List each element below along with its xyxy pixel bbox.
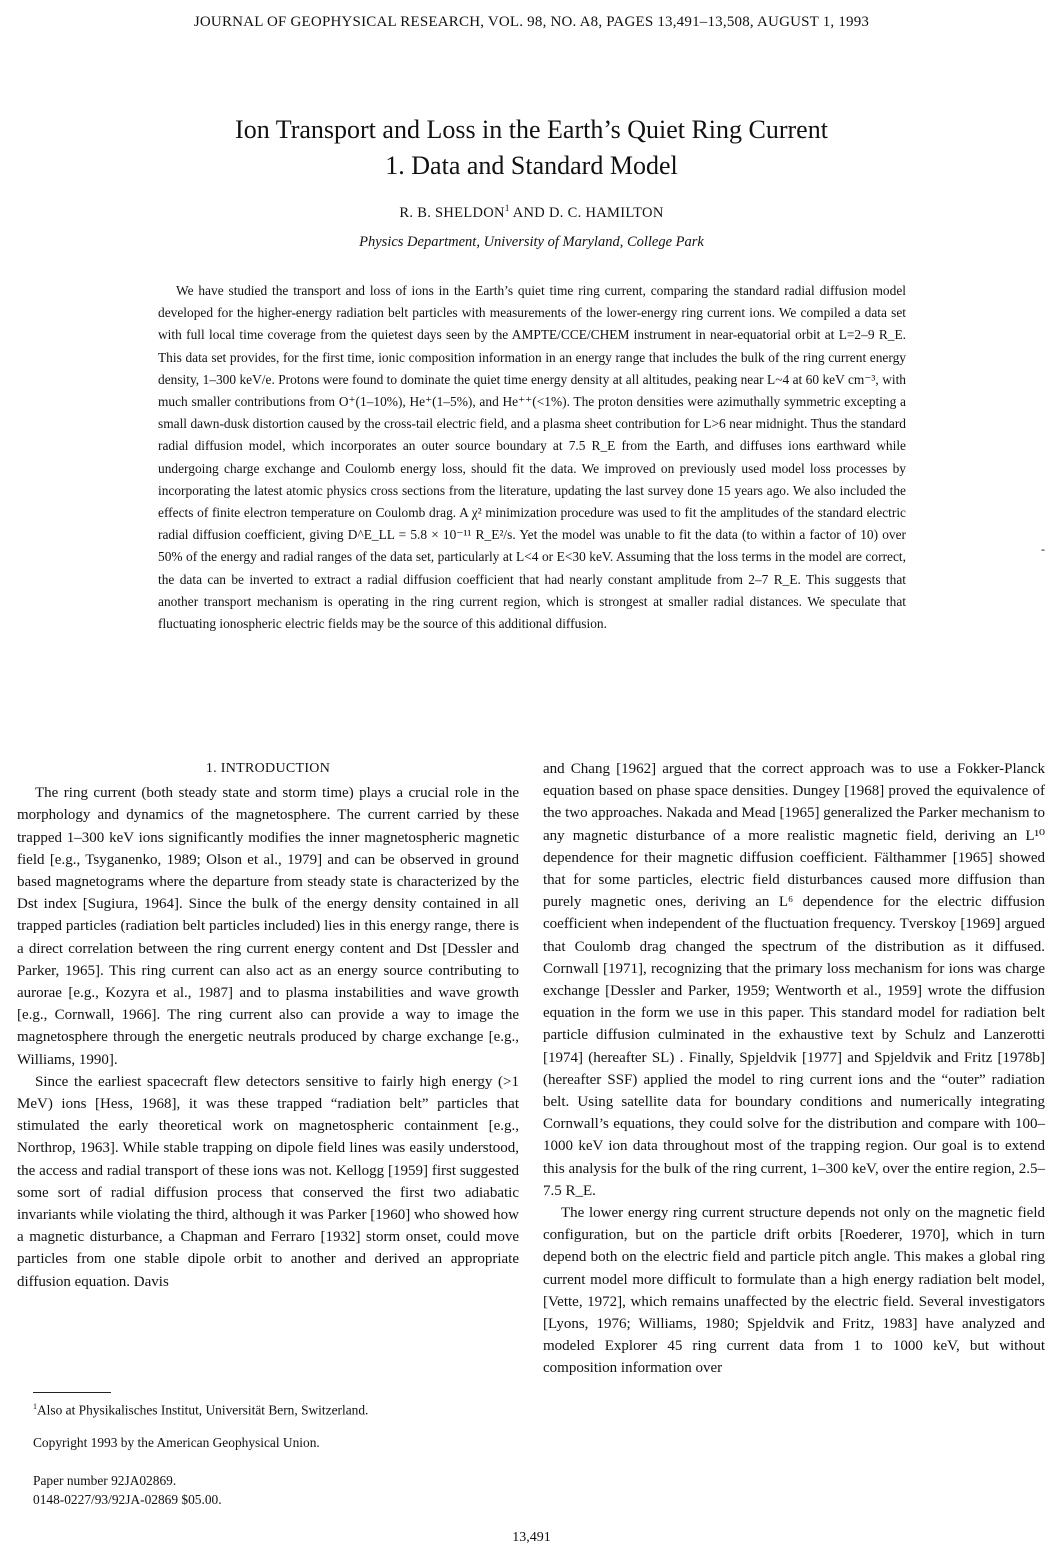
copyright-notice: Copyright 1993 by the American Geophysical Union. (33, 1435, 320, 1450)
affiliation: Physics Department, University of Maryland, College Park (359, 234, 704, 250)
footnote-rule (33, 1392, 111, 1393)
body-paragraph: The lower energy ring current structure depends not only on the magnetic field configuration, but on the particle drift orbits [Roederer, 1970], which in turn depend both on the electric field and particle pitch angle. This makes a global ring current model more difficult to formulate than a high energy radiation belt model, [Vette, 1972], which remains unaffected by the electric field. Several investigators [Lyons, 1976; Williams, 1980; Spjeldvik and Fritz, 1983] have analyzed and modeled Explorer 45 ring current data from 1 to 1000 keV, but without composition information over (543, 1205, 1045, 1377)
author-1-footnote-mark: 1 (504, 203, 510, 213)
author-list (0, 203, 1063, 222)
paper-title (0, 112, 1063, 184)
section-heading: 1. INTRODUCTION (205, 761, 331, 776)
page-number: 13,491 (512, 1530, 551, 1545)
footnote-text: Also at Physikalisches Institut, Universität Bern, Switzerland. (37, 1402, 369, 1418)
issn-code: 0148-0227/93/92JA-02869 $05.00. (33, 1492, 222, 1507)
left-column (17, 758, 519, 1293)
title-line-1: Ion Transport and Loss in the Earth’s Quiet Ring Current (235, 115, 828, 144)
journal-header: JOURNAL OF GEOPHYSICAL RESEARCH, VOL. 98, NO. A8, PAGES 13,491–13,508, AUGUST 1, 1993 (193, 14, 870, 30)
author-2: D. C. HAMILTON (549, 204, 664, 221)
abstract: We have studied the transport and loss of ions in the Earth’s quiet time ring current, comparing the standard radial diffusion model developed for the higher-energy radiation belt particles with measurements of the lower-energy ring current ions. We compiled a data set with full local time coverage from the quietest days seen by the AMPTE/CCE/CHEM instrument in near-equatorial orbit at L=2–9 R_E. This data set provides, for the first time, ionic composition information in an energy range that includes the bulk of the ring current energy density, 1–300 keV/e. Protons were found to dominate the quiet time energy density at all altitudes, peaking near L~4 at 60 keV cm⁻³, with much smaller contributions from O⁺(1–10%), He⁺(1–5%), and He⁺⁺(<1%). The proton densities were azimuthally symmetric excepting a small dawn-dusk distortion caused by the cross-tail electric field, and a plasma sheet contribution for L>6 near midnight. Thus the standard radial diffusion model, which incorporates an outer source boundary at 7.5 R_E from the Earth, and diffuses ions earthward while undergoing charge exchange and Coulomb energy loss, should fit the data. We improved on previously used model loss processes by incorporating the latest atomic physics cross sections from the literature, updating the last survey done 15 years ago. We also included the effects of finite electron temperature on Coulomb drag. A χ² minimization procedure was used to fit the amplitudes of the standard electric radial diffusion coefficient, giving D^E_LL = 5.8 × 10⁻¹¹ R_E²/s. Yet the model was unable to fit the data (to within a factor of 10) over 50% of the energy and radial ranges of the data set, particularly at L<4 or E<30 keV. Assuming that the loss terms in the model are correct, the data can be inverted to extract a radial diffusion coefficient that had nearly constant amplitude from 2–7 R_E. This suggests that another transport mechanism is operating in the ring current region, which is strongest at smaller radial distances. We speculate that fluctuating ionospheric electric fields may be the source of this additional diffusion. (158, 283, 906, 632)
margin-mark: - (1041, 542, 1045, 556)
author-1: R. B. SHELDON (399, 204, 505, 221)
body-paragraph: and Chang [1962] argued that the correct approach was to use a Fokker-Planck equation based on phase space densities. Dungey [1968] proved the equivalence of the two approaches. Nakada and Mead [1965] generalized the Parker mechanism to any magnetic disturbance of a more realistic magnetic field, deriving an L¹⁰ dependence for their magnetic diffusion coefficient. Fälthammer [1965] showed that for some particles, electric field disturbances caused more diffusion than purely magnetic ones, deriving an L⁶ dependence for the electric diffusion coefficient when independent of the fluctuation frequency. Tverskoy [1969] argued that Coulomb drag changed the spectrum of the distribution as it diffused. Cornwall [1971], recognizing that the primary loss mechanism for ions was charge exchange [Dessler and Parker, 1959; Wentworth et al., 1959] wrote the diffusion equation in the form we use in this paper. This standard model for radiation belt particle diffusion culminated in the exhaustive text by Schulz and Lanzerotti [1974] (hereafter SL) . Finally, Spjeldvik [1977] and Spjeldvik and Fritz [1978b] (hereafter SSF) applied the model to ring current ions and the “outer” radiation belt. Using satellite data for boundary conditions and numerically integrating Cornwall’s equations, they could solve for the distribution and compare with 100–1000 keV ion data throughout most of the trapping region. Our goal is to extend this analysis for the bulk of the ring current, 1–300 keV, over the entire region, 2.5–7.5 R_E. (543, 761, 1045, 1199)
right-column (543, 758, 1045, 1380)
title-line-2: 1. Data and Standard Model (385, 151, 678, 180)
footnote (33, 1398, 368, 1419)
body-paragraph: Since the earliest spacecraft flew detectors sensitive to fairly high energy (>1 MeV) ions [Hess, 1968], it was these trapped “radiation belt” particles that stimulated the early theoretical work on magnetospheric containment [e.g., Northrop, 1963]. While stable trapping on dipole field lines was easily understood, the access and radial transport of these ions was not. Kellogg [1959] first suggested some sort of radial diffusion process that conserved the first two adiabatic invariants while violating the third, although it was Parker [1960] who showed how a magnetic disturbance, a Chapman and Ferraro [1932] storm onset, could move particles from one stable dipole orbit to another and derived an appropriate diffusion equation. Davis (17, 1073, 519, 1290)
paper-number: Paper number 92JA02869. (33, 1473, 177, 1488)
author-conjunction: AND (509, 204, 550, 221)
footnote-mark: 1 (33, 1402, 37, 1411)
body-paragraph: The ring current (both steady state and storm time) plays a crucial role in the morphology and dynamics of the magnetosphere. The current carried by these trapped 1–300 keV ions significantly modifies the inner magnetospheric magnetic field [e.g., Tsyganenko, 1989; Olson et al., 1979] and can be observed in ground based magnetograms where the departure from steady state is characterized by the Dst index [Sugiura, 1964]. Since the bulk of the energy density contained in all trapped particles (radiation belt particles included) lies in this energy range, there is a direct correlation between the ring current energy content and Dst [Dessler and Parker, 1965]. This ring current can also act as an energy source contributing to aurorae [e.g., Kozyra et al., 1987] and to plasma instabilities and wave growth [e.g., Cornwall, 1966]. The ring current also can provide a way to image the magnetosphere through the energetic neutrals produced by charge exchange [e.g., Williams, 1990]. (17, 785, 519, 1068)
